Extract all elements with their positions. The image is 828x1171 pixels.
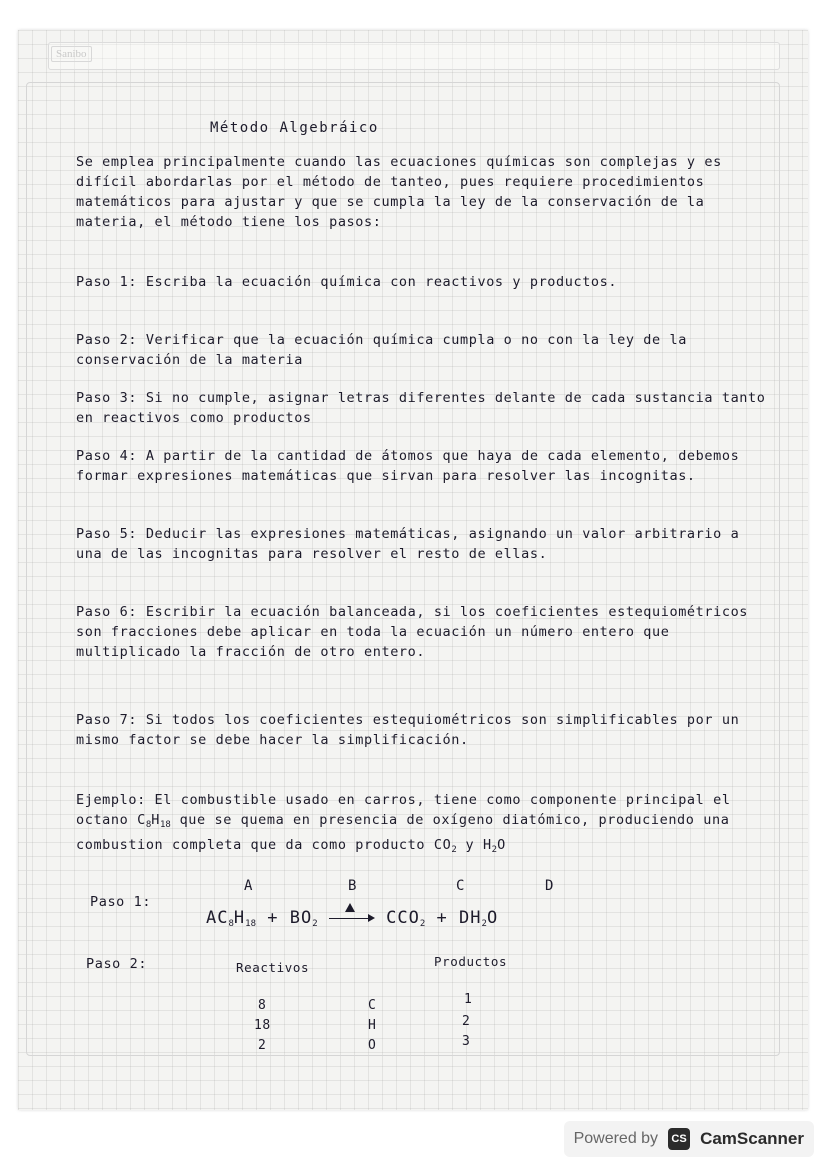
column-productos: Productos [434, 954, 508, 969]
step-3: Paso 3: Si no cumple, asignar letras diferentes delante de cada sustancia tanto en reactivos como productos [76, 390, 766, 426]
step-7: Paso 7: Si todos los coeficientes estequiométricos son simplificables por un mismo factor se debe hacer la simplificación. [76, 712, 740, 748]
term-octane: $AC_8H_{18}$ [206, 908, 256, 929]
step-6: Paso 6: Escribir la ecuación balanceada, si los coeficientes estequiométricos son fracciones debe aplicar en toda la ecuación un número entero que multiplicado la fracción de otro entero. [76, 604, 749, 660]
letter-c: C [456, 878, 465, 894]
notebook-page [18, 30, 808, 1110]
element-o: O [368, 1038, 377, 1053]
term-co2: $CCO_2$ [386, 908, 426, 929]
example-conjunction: y [465, 837, 475, 853]
step-2: Paso 2: Verificar que la ecuación química cumpla o no con la ley de la conservación de la materia [76, 332, 687, 368]
reactivos-c: 8 [258, 998, 267, 1013]
header-line [48, 42, 780, 70]
step-4: Paso 4: A partir de la cantidad de átomos que haya de cada elemento, debemos formar expresiones matemáticas que sirvan para resolver las incognitas. [76, 448, 740, 484]
letter-b: B [348, 878, 357, 894]
camscanner-brand: CamScanner [700, 1129, 804, 1148]
equation-step-label: Paso 1: [90, 894, 152, 910]
element-c: C [368, 998, 377, 1013]
term-water: $DH_2O$ [459, 908, 499, 929]
reactivos-o: 2 [258, 1038, 267, 1053]
column-reactivos: Reactivos [236, 960, 310, 975]
camscanner-watermark [564, 1121, 814, 1157]
example-paragraph [76, 790, 766, 860]
term-oxygen: $BO_2$ [289, 908, 318, 929]
plus-sign: + [436, 908, 448, 928]
letter-d: D [545, 878, 554, 894]
reactivos-h: 18 [254, 1018, 271, 1033]
example-text-after: que se quema en presencia de oxígeno diatómico, produciendo una combustion completa que da como producto [76, 812, 730, 853]
camscanner-logo-icon: CS [668, 1128, 690, 1150]
letter-a: A [244, 878, 253, 894]
intro-paragraph: Se emplea principalmente cuando las ecuaciones químicas son complejas y es difícil abordarlas por el método de tanteo, pues requiere procedimientos matemáticos para ajustar y que se cumpla la ley de la conservación de la materia, el método tiene los pasos: [76, 154, 722, 230]
productos-c: 1 [464, 992, 473, 1007]
header-field-label: Sanibo [51, 46, 92, 62]
productos-o: 3 [462, 1034, 471, 1049]
productos-h: 2 [462, 1014, 471, 1029]
step-5: Paso 5: Deducir las expresiones matemáticas, asignando un valor arbitrario a una de las incognitas para resolver el resto de ellas. [76, 526, 740, 562]
product-co2: $CO_2$ [433, 837, 457, 855]
plus-sign: + [267, 908, 279, 928]
element-h: H [368, 1018, 377, 1033]
product-h2o: $H_2O$ [482, 837, 506, 855]
octane-formula: $C_8H_{18}$ [137, 812, 171, 830]
table-step-label: Paso 2: [86, 956, 148, 972]
reaction-arrow-icon [329, 911, 375, 925]
step-1: Paso 1: Escriba la ecuación química con reactivos y productos. [76, 274, 618, 290]
balanced-equation [206, 908, 498, 934]
page-title: Método Algebráico [210, 120, 379, 136]
powered-by-text: Powered by [573, 1130, 659, 1147]
example-text-before: Ejemplo: El combustible usado en carros, tiene como componente principal el octano [76, 792, 731, 828]
